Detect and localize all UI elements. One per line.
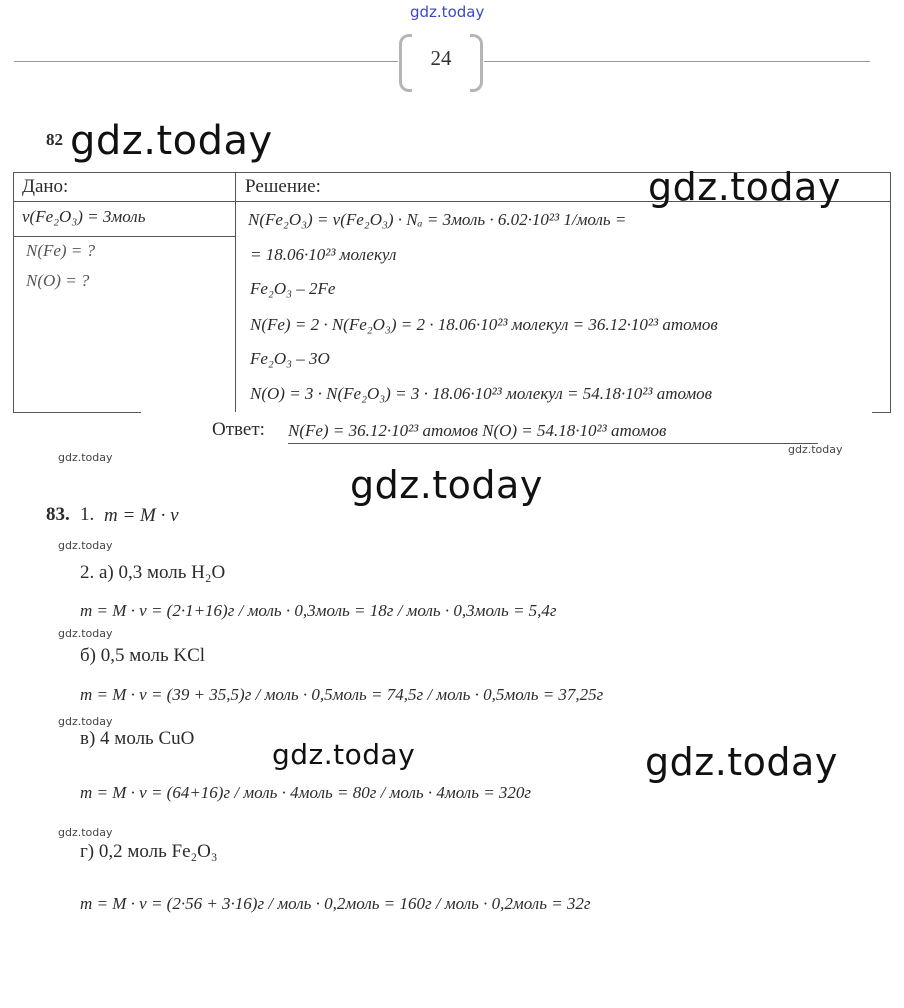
table-divider (235, 172, 236, 412)
header-rule-right (484, 61, 870, 62)
given-label: Дано: (22, 176, 69, 197)
table-left-border (13, 172, 14, 412)
watermark-small: gdz.today (58, 539, 113, 552)
watermark-big: gdz.today (70, 118, 273, 164)
given-n-fe: N(Fe) = ? (26, 241, 96, 260)
solution-line-2: = 18.06·10²³ молекул (250, 245, 397, 264)
answer-underline (288, 443, 818, 444)
answer-text: N(Fe) = 36.12·10²³ атомов N(O) = 54.18·10²³ атомов (288, 421, 667, 440)
header-rule-left (14, 61, 398, 62)
watermark-small: gdz.today (58, 826, 113, 839)
item-b-label: б) 0,5 моль KCl (80, 645, 206, 666)
item-b-calc: m = M · ν = (39 + 35,5)г / моль · 0,5моль = 74,5г / моль · 0,5моль = 37,25г (80, 685, 604, 704)
item-d-calc: m = M · ν = (2·56 + 3·16)г / моль · 0,2моль = 160г / моль · 0,2моль = 32г (80, 894, 591, 913)
task-82-number: 82 (46, 130, 63, 149)
task-83-item-1-label: 1. (80, 504, 95, 525)
given-n-o: N(O) = ? (26, 271, 90, 290)
answer-label: Ответ: (212, 419, 265, 440)
solution-line-4: N(Fe) = 2 · N(Fe₂O₃) = 2 · 18.06·10²³ молекул = 36.12·10²³ атомов (250, 315, 718, 334)
watermark-small: gdz.today (58, 627, 113, 640)
given-nu-fe2o3: ν(Fe₂O₃) = 3моль (22, 207, 146, 226)
solution-line-1: N(Fe₂O₃) = ν(Fe₂O₃) · Nₐ = 3моль · 6.02·10²³ 1/моль = (248, 210, 627, 229)
item-c-label: в) 4 моль CuO (80, 728, 195, 749)
item-c-calc: m = M · ν = (64+16)г / моль · 4моль = 80г / моль · 4моль = 320г (80, 783, 532, 802)
table-bottom-border-right (872, 412, 891, 413)
solution-label: Решение: (245, 176, 321, 197)
watermark-big: gdz.today (350, 463, 543, 507)
task-83-number: 83. (46, 504, 70, 525)
given-separator (13, 236, 235, 237)
table-bottom-border-left (13, 412, 141, 413)
watermark-top: gdz.today (410, 3, 485, 21)
solution-line-3: Fe₂O₃ – 2Fe (250, 279, 336, 298)
item-a-label: 2. а) 0,3 моль H₂O (80, 562, 226, 583)
page-number: 24 (430, 46, 452, 70)
watermark-small: gdz.today (58, 451, 113, 464)
task-83-formula: m = M · ν (104, 505, 179, 526)
watermark-small: gdz.today (788, 443, 843, 456)
watermark-big: gdz.today (648, 165, 841, 209)
watermark-big: gdz.today (645, 740, 838, 784)
item-a-calc: m = M · ν = (2·1+16)г / моль · 0,3моль = 18г / моль · 0,3моль = 5,4г (80, 601, 557, 620)
watermark-medium: gdz.today (272, 738, 416, 771)
watermark-small: gdz.today (58, 715, 113, 728)
item-d-label: г) 0,2 моль Fe₂O₃ (80, 841, 218, 862)
solution-line-5: Fe₂O₃ – 3O (250, 349, 330, 368)
table-right-border (890, 172, 891, 412)
solution-line-6: N(O) = 3 · N(Fe₂O₃) = 3 · 18.06·10²³ молекул = 54.18·10²³ атомов (250, 384, 713, 403)
